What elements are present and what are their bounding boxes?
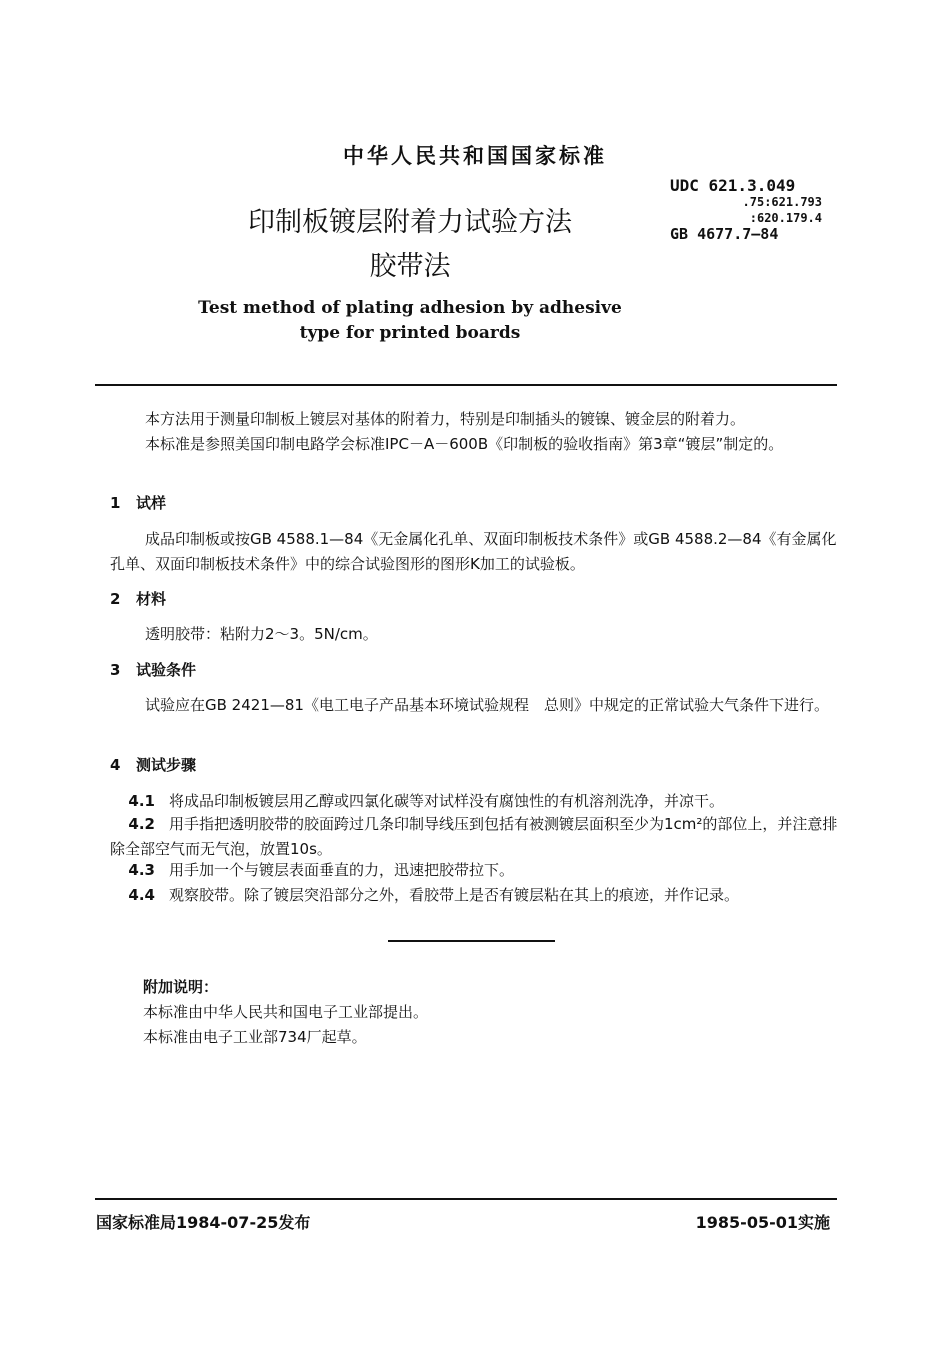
document-title: 印制板镀层附着力试验方法 (248, 207, 572, 238)
section-2-body: 透明胶带：粘附力2～3。5N/cm。 (145, 625, 378, 643)
notes-title: 附加说明： (143, 978, 219, 996)
section-number: 1 (110, 494, 121, 512)
section-number: 4 (110, 756, 121, 774)
step-text: 将成品印制板镀层用乙醇或四氯化碳等对试样没有腐蚀性的有机溶剂洗净，并凉干。 (169, 792, 725, 810)
section-number: 3 (110, 661, 121, 679)
udc-line-2: .75:621.793 (742, 195, 822, 209)
step-4-1 (110, 789, 840, 814)
section-title: 试样 (136, 494, 167, 512)
section-4-heading (110, 754, 196, 775)
issue-date: 国家标准局1984-07-25发布 (96, 1213, 311, 1232)
step-number: 4.2 (128, 815, 155, 833)
step-4-2 (110, 812, 840, 862)
footer-divider (95, 1198, 837, 1200)
udc-line-3: :620.179.4 (749, 211, 822, 225)
country-standard-heading: 中华人民共和国国家标准 (343, 144, 607, 168)
step-number: 4.4 (128, 886, 155, 904)
step-text: 观察胶带。除了镀层突沿部分之外，看胶带上是否有镀层粘在其上的痕迹，并作记录。 (169, 886, 740, 904)
section-2-heading (110, 588, 166, 609)
step-text: 用手加一个与镀层表面垂直的力，迅速把胶带拉下。 (169, 861, 515, 879)
step-text: 用手指把透明胶带的胶面跨过几条印制导线压到包括有被测镀层面积至少为1cm²的部位上，并注意排除全部空气而无气泡，放置10s。 (110, 815, 838, 858)
notes-line-1: 本标准由中华人民共和国电子工业部提出。 (143, 1003, 429, 1021)
section-3-body: 试验应在GB 2421—81《电工电子产品基本环境试验规程 总则》中规定的正常试验大气条件下进行。 (145, 696, 829, 714)
section-number: 2 (110, 590, 121, 608)
step-4-4 (110, 883, 840, 908)
udc-block (670, 178, 840, 242)
intro-paragraph-1: 本方法用于测量印制板上镀层对基体的附着力，特别是印制插头的镀镍、镀金层的附着力。 (145, 410, 746, 428)
step-number: 4.1 (128, 792, 155, 810)
section-1-heading (110, 492, 166, 513)
top-divider (95, 384, 837, 386)
english-title-line-1: Test method of plating adhesion by adhesive (198, 298, 622, 318)
section-1-body: 成品印制板或按GB 4588.1—84《无金属化孔单、双面印制板技术条件》或GB 4588.2—84《有金属化孔单、双面印制板技术条件》中的综合试验图形的图形K加工的试验板。 (110, 530, 837, 573)
step-number: 4.3 (128, 861, 155, 879)
english-title (150, 296, 670, 346)
effective-date: 1985-05-01实施 (695, 1213, 830, 1232)
section-3-heading (110, 659, 196, 680)
section-title: 材料 (136, 590, 167, 608)
notes-line-2: 本标准由电子工业部734厂起草。 (143, 1028, 367, 1046)
section-end-divider (388, 940, 555, 942)
step-4-3 (110, 858, 840, 883)
gb-number: GB 4677.7—84 (670, 225, 779, 243)
section-title: 测试步骤 (136, 756, 197, 774)
intro-paragraph-2: 本标准是参照美国印制电路学会标准IPC－A－600B《印制板的验收指南》第3章“镀层”制定的。 (145, 435, 784, 453)
udc-line-1: UDC 621.3.049 (670, 176, 796, 195)
english-title-line-2: type for printed boards (299, 323, 521, 343)
document-subtitle: 胶带法 (369, 251, 451, 282)
section-title: 试验条件 (136, 661, 197, 679)
